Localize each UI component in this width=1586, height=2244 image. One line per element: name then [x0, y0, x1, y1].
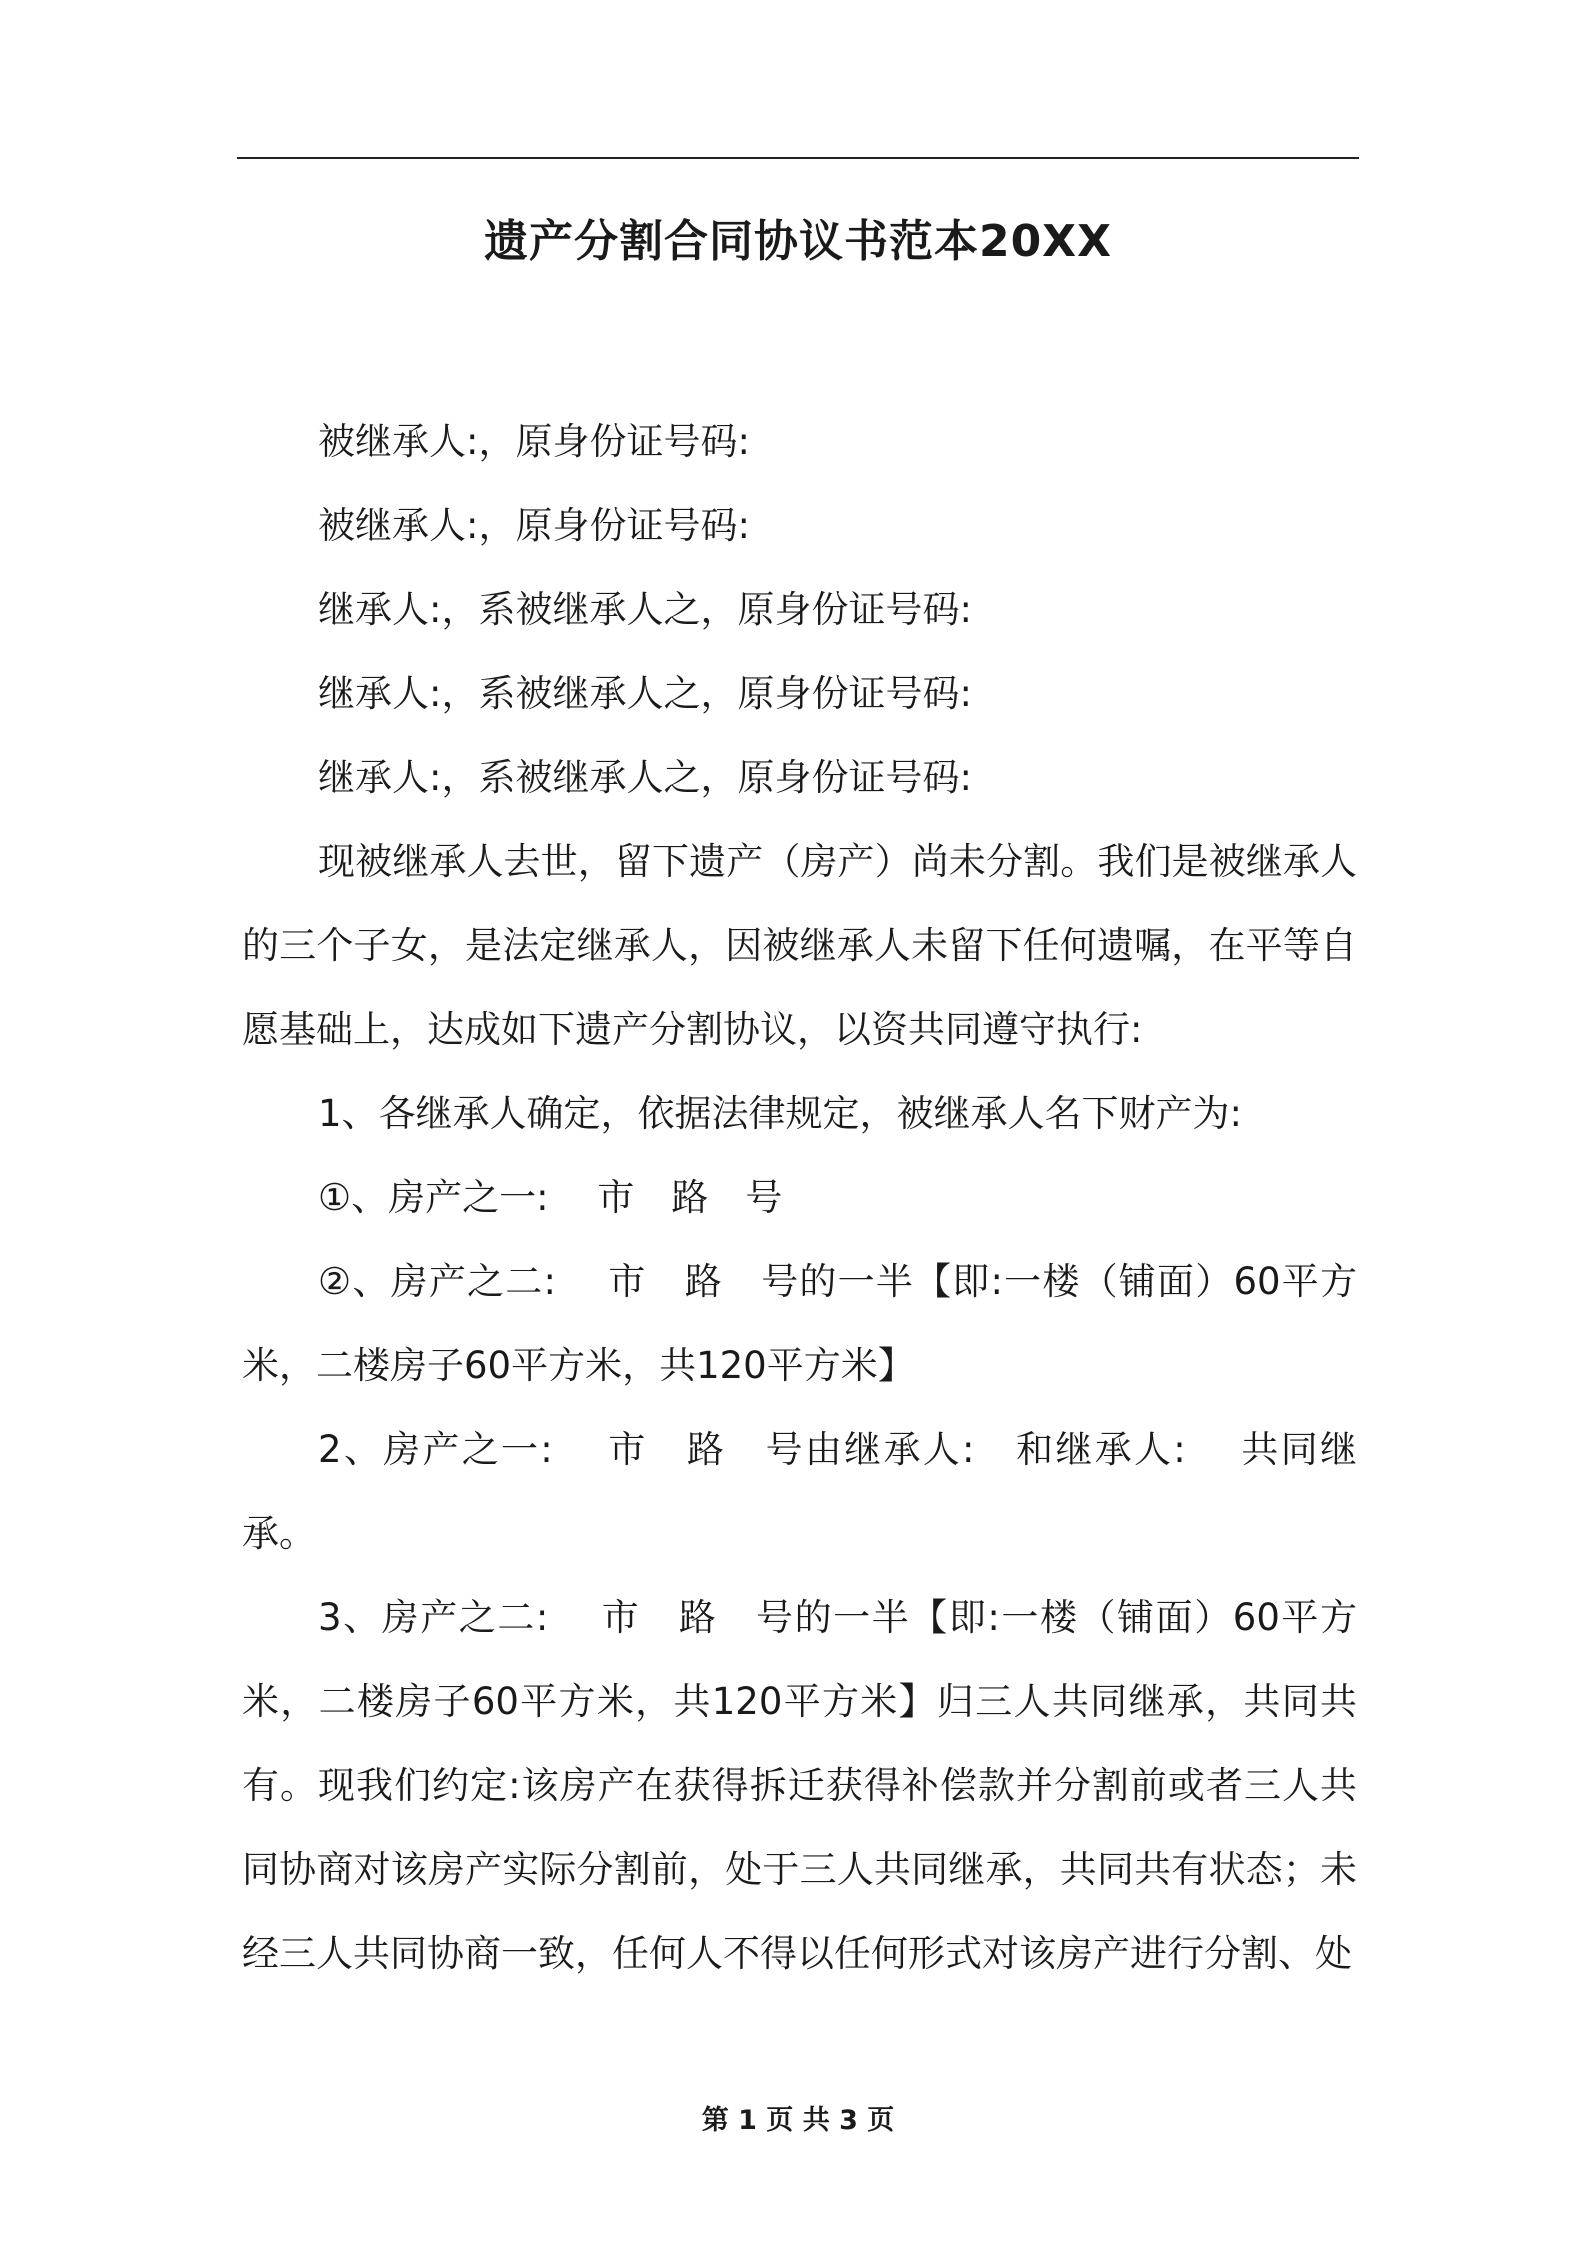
page-number: 第 1 页 共 3 页 [701, 2105, 895, 2136]
decedent-line-2: 被继承人:，原身份证号码: [318, 504, 750, 547]
heir-line-1: 继承人:，系被继承人之，原身份证号码: [318, 588, 972, 631]
heir-line-2: 继承人:，系被继承人之，原身份证号码: [318, 672, 972, 715]
clause-2: 2、房产之一: 市 路 号由继承人: 和继承人: 共同继承。 [242, 1428, 1357, 1555]
header-rule [237, 157, 1359, 159]
preamble-paragraph: 现被继承人去世，留下遗产（房产）尚未分割。我们是被继承人的三个子女，是法定继承人，因被继承人未留下任何遗嘱，在平等自愿基础上，达成如下遗产分割协议，以资共同遵守执行: [242, 840, 1357, 1051]
clause-3: 3、房产之二: 市 路 号的一半【即:一楼（铺面）60平方米，二楼房子60平方米，共120平方米】归三人共同继承，共同共有。现我们约定:该房产在获得拆迁获得补偿款并分割前或者三人共同协商对该房产实际分割前，处于三人共同继承，共同共有状态；未经三人共同协商一致，任何人不得以任何形式对该房产进行分割、处 [242, 1596, 1357, 1975]
clause-1: 1、各继承人确定，依据法律规定，被继承人名下财产为: [318, 1092, 1243, 1135]
document-body [242, 400, 1357, 1996]
document-title: 遗产分割合同协议书范本20XX [483, 216, 1113, 267]
property-item-1: ①、房产之一: 市 路 号 [318, 1176, 783, 1219]
decedent-line-1: 被继承人:，原身份证号码: [318, 420, 750, 463]
heir-line-3: 继承人:，系被继承人之，原身份证号码: [318, 756, 972, 799]
property-item-2: ②、房产之二: 市 路 号的一半【即:一楼（铺面）60平方米，二楼房子60平方米，共120平方米】 [242, 1260, 1357, 1387]
